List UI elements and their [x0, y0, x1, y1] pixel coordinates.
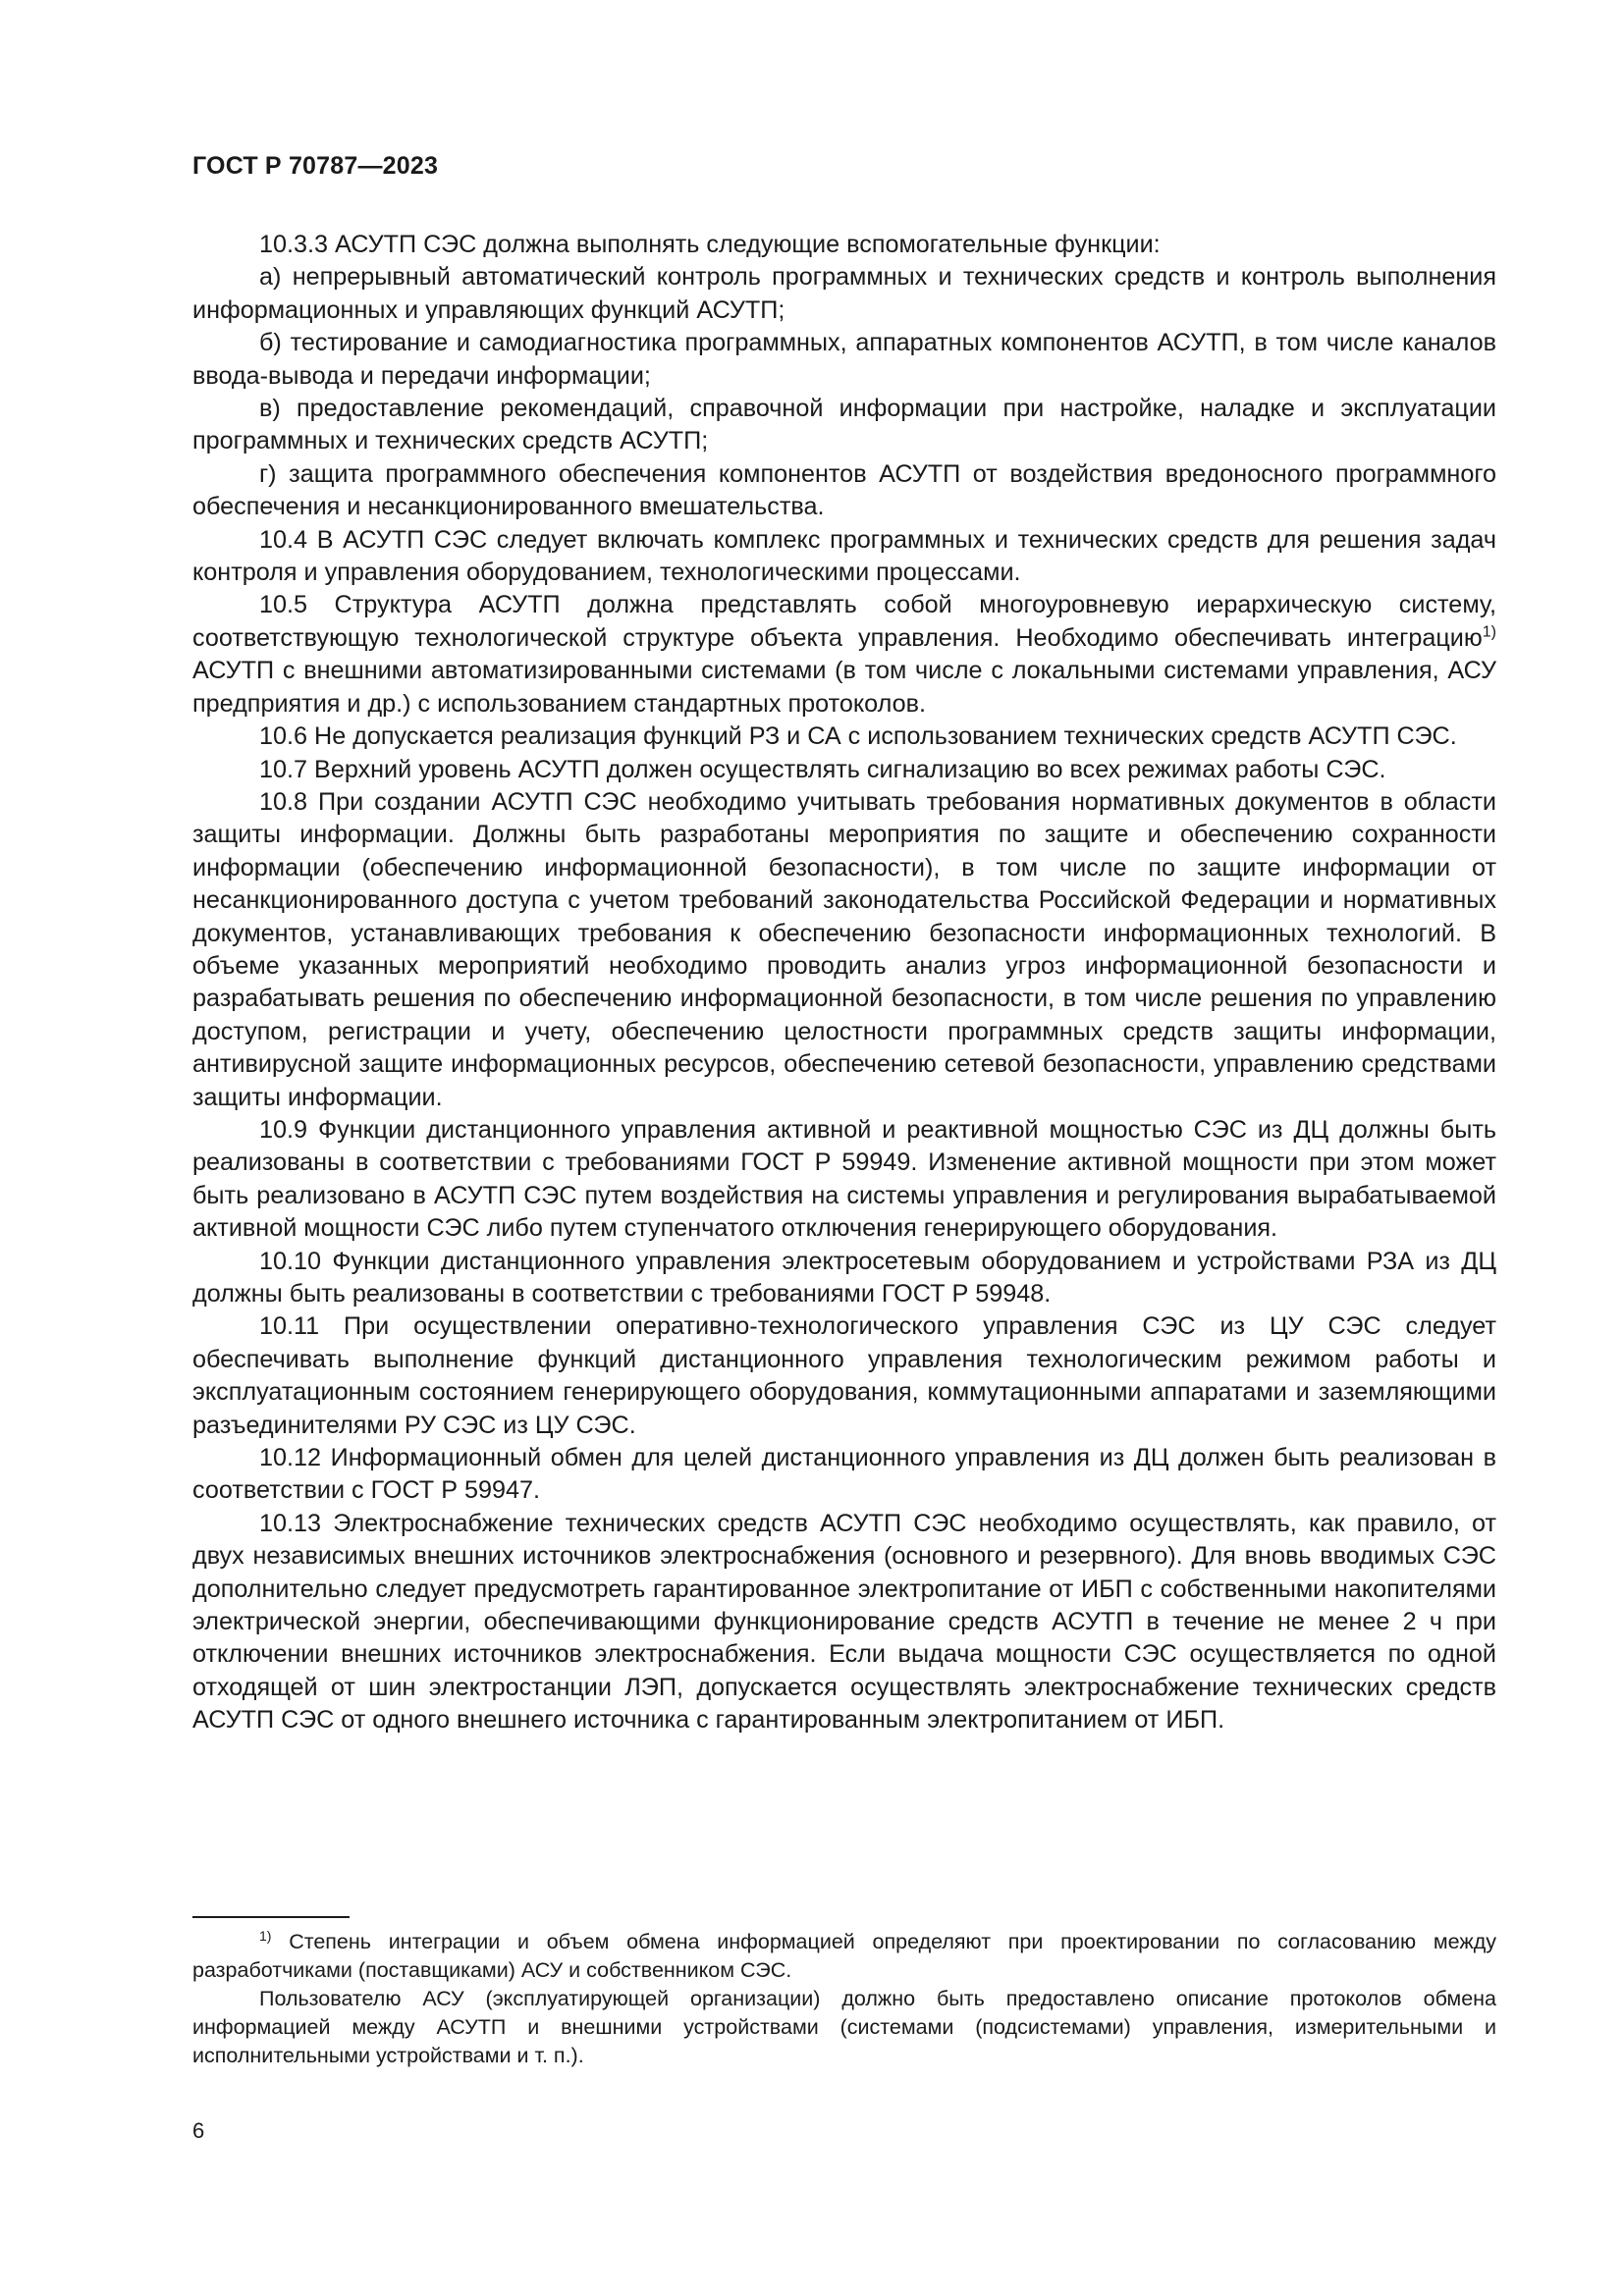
list-item-v: в) предоставление рекомендаций, справочной информации при настройке, наладке и эксплуатации программных и технических средств АСУТП;: [192, 395, 1496, 455]
footnotes: [192, 1928, 1496, 2070]
paragraph-10-9: 10.9 Функции дистанционного управления активной и реактивной мощностью СЭС из ДЦ должны быть реализованы в соответствии с требованиями ГОСТ Р 59949. Изменение активной мощности при этом может быть реализовано в АСУТП СЭС путем воздействия на системы управления и регулирования вырабатываемой активной мощности СЭС либо путем ступенчатого отключения генерирующего оборудования.: [192, 1115, 1496, 1243]
paragraph-10-5-text-before: 10.5 Структура АСУТП должна представлять собой многоуровневую иерархическую систему, соответствующую технологической структуре объекта управления. Необходимо обеспечивать интеграцию: [192, 591, 1496, 652]
paragraph-10-5: [192, 589, 1496, 721]
body-text: [192, 229, 1496, 1737]
footnote-text-1: Степень интеграции и объем обмена информацией определяют при проектировании по согласованию между разработчиками (поставщиками) АСУ и собственником СЭС.: [192, 1930, 1496, 1982]
paragraph-10-8: 10.8 При создании АСУТП СЭС необходимо учитывать требования нормативных документов в области защиты информации. Должны быть разработаны мероприятия по защите и обеспечению сохранности информации (обеспечению информационной безопасности), в том числе по защите информации от несанкционированного доступа с учетом требований законодательства Российской Федерации и нормативных документов, устанавливающих требования к обеспечению безопасности информационных технологий. В объеме указанных мероприятий необходимо проводить анализ угроз информационной безопасности и разрабатывать решения по обеспечению информационной безопасности, в том числе решения по управлению доступом, регистрации и учету, обеспечению целостности программных средств защиты информации, антивирусной защите информационных ресурсов, обеспечению сетевой безопасности, управлению средствами защиты информации.: [192, 787, 1496, 1111]
paragraph-10-3-3: 10.3.3 АСУТП СЭС должна выполнять следующие вспомогательные функции:: [259, 231, 1161, 258]
list-item-b: б) тестирование и самодиагностика программных, аппаратных компонентов АСУТП, в том числе каналов ввода-вывода и передачи информации;: [192, 329, 1496, 390]
list-item-a: а) непрерывный автоматический контроль программных и технических средств и контроль выполнения информационных и управляющих функций АСУТП;: [192, 263, 1496, 324]
document-header: ГОСТ Р 70787—2023: [192, 152, 439, 180]
footnote-1-continued: Пользователю АСУ (эксплуатирующей организации) должно быть предоставлено описание протоколов обмена информацией между АСУТП и внешними устройствами (системами (подсистемами) управления, измерительными и исполнительными устройствами и т. п.).: [192, 1987, 1496, 2067]
paragraph-10-11: 10.11 При осуществлении оперативно-технологического управления СЭС из ЦУ СЭС следует обеспечивать выполнение функций дистанционного управления технологическим режимом работы и эксплуатационным состоянием генерирующего оборудования, коммутационными аппаратами и заземляющими разъединителями РУ СЭС из ЦУ СЭС.: [192, 1312, 1496, 1439]
footnote-divider: [192, 1916, 350, 1918]
page-number: 6: [192, 2118, 205, 2143]
list-item-g: г) защита программного обеспечения компонентов АСУТП от воздействия вредоносного программного обеспечения и несанкционированного вмешательства.: [192, 459, 1496, 521]
paragraph-10-4: 10.4 В АСУТП СЭС следует включать комплекс программных и технических средств для решения задач контроля и управления оборудованием, технологическими процессами.: [192, 525, 1496, 587]
paragraph-10-10: 10.10 Функции дистанционного управления электросетевым оборудованием и устройствами РЗА из ДЦ должны быть реализованы в соответствии с требованиями ГОСТ Р 59948.: [192, 1247, 1496, 1308]
paragraph-10-7: 10.7 Верхний уровень АСУТП должен осуществлять сигнализацию во всех режимах работы СЭС.: [259, 755, 1386, 783]
footnote-reference[interactable]: 1): [1482, 623, 1496, 641]
footnote-1: [192, 1928, 1496, 1985]
paragraph-10-13: 10.13 Электроснабжение технических средств АСУТП СЭС необходимо осуществлять, как правило, от двух независимых внешних источников электроснабжения (основного и резервного). Для вновь вводимых СЭС дополнительно следует предусмотреть гарантированное электропитание от ИБП с собственными накопителями электрической энергии, обеспечивающими функционирование средств АСУТП в течение не менее 2 ч при отключении внешних источников электроснабжения. Если выдача мощности СЭС осуществляется по одной отходящей от шин электростанции ЛЭП, допускается осуществлять электроснабжение технических средств АСУТП СЭС от одного внешнего источника с гарантированным электропитанием от ИБП.: [192, 1509, 1496, 1735]
paragraph-10-6: 10.6 Не допускается реализация функций РЗ и СА с использованием технических средств АСУТП СЭС.: [259, 722, 1457, 751]
paragraph-10-5-text-after: АСУТП с внешними автоматизированными системами (в том числе с локальными системами управления, АСУ предприятия и др.) с использованием стандартных протоколов.: [192, 657, 1496, 718]
paragraph-10-12: 10.12 Информационный обмен для целей дистанционного управления из ДЦ должен быть реализован в соответствии с ГОСТ Р 59947.: [192, 1444, 1496, 1505]
footnote-mark: 1): [259, 1927, 272, 1944]
